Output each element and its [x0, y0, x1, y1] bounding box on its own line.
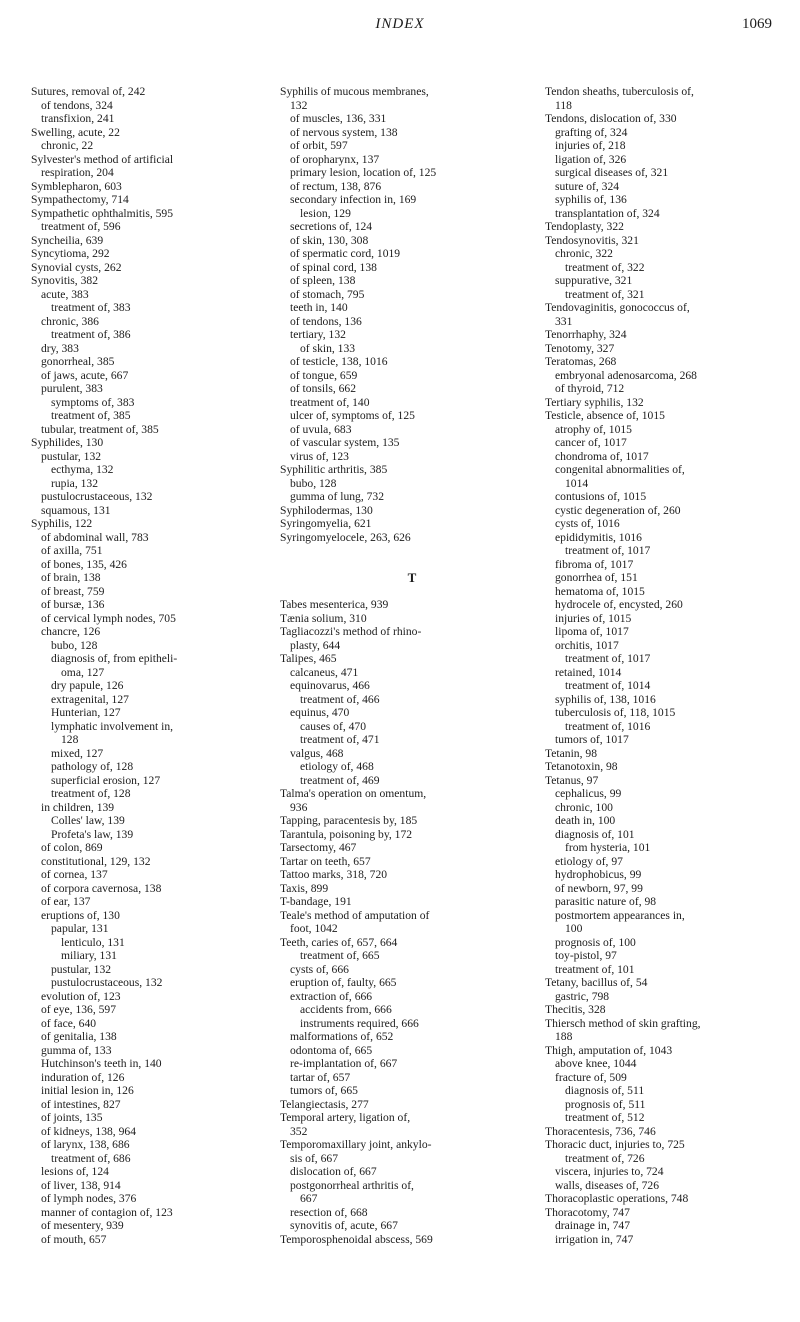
- index-subentry: Hunterian, 127: [51, 706, 121, 719]
- index-subentry: 118: [555, 98, 572, 112]
- index-subentry: of liver, 138, 914: [41, 1178, 121, 1192]
- index-subentry: evolution of, 123: [41, 989, 121, 1003]
- index-subentry: ecthyma, 132: [51, 463, 114, 476]
- index-subentry: cysts of, 1016: [555, 517, 620, 530]
- index-subentry: extraction of, 666: [290, 989, 373, 1003]
- index-entry: Tendon sheaths, tuberculosis of,: [545, 85, 694, 98]
- index-subentry: virus of, 123: [290, 449, 349, 463]
- index-entry: Synovitis, 382: [31, 274, 98, 287]
- index-column-2: [280, 85, 544, 1246]
- index-entry: Tenorrhaphy, 324: [545, 328, 627, 341]
- index-subentry: malformations of, 652: [290, 1030, 394, 1043]
- index-subentry: lenticulo, 131: [61, 935, 125, 949]
- index-subentry: retained, 1014: [555, 665, 622, 679]
- index-subentry: of spinal cord, 138: [290, 260, 377, 274]
- index-subentry: of thyroid, 712: [555, 382, 625, 395]
- index-subentry: accidents from, 666: [300, 1003, 392, 1016]
- index-subentry: surgical diseases of, 321: [555, 166, 669, 179]
- index-subentry: hydrocele of, encysted, 260: [555, 598, 683, 611]
- index-subentry: 352: [290, 1124, 308, 1138]
- index-subentry: drainage in, 747: [555, 1219, 631, 1232]
- index-subentry: injuries of, 218: [555, 139, 626, 152]
- index-subentry: hematoma of, 1015: [555, 584, 645, 598]
- index-subentry: acute, 383: [41, 287, 89, 301]
- index-subentry: eruptions of, 130: [41, 908, 120, 922]
- index-column-1: [31, 85, 281, 1246]
- index-subentry: transplantation of, 324: [555, 206, 660, 220]
- index-subentry: of oropharynx, 137: [290, 152, 380, 166]
- index-subentry: in children, 139: [41, 800, 115, 814]
- index-entry: Taxis, 899: [280, 881, 329, 895]
- running-title: INDEX: [375, 16, 425, 32]
- index-subentry: odontoma of, 665: [290, 1043, 373, 1057]
- index-entry: Temporal artery, ligation of,: [280, 1111, 411, 1124]
- index-subentry: of rectum, 138, 876: [290, 179, 382, 193]
- index-entry: Syphilides, 130: [31, 436, 104, 449]
- index-subentry: 667: [300, 1192, 318, 1205]
- index-subentry: of bursæ, 136: [41, 598, 105, 611]
- index-subentry: Hutchinson's teeth in, 140: [41, 1057, 162, 1070]
- index-subentry: sis of, 667: [290, 1151, 338, 1165]
- index-entry: Teeth, caries of, 657, 664: [280, 935, 398, 949]
- index-subentry: gonorrheal, 385: [41, 355, 115, 368]
- index-subentry: cysts of, 666: [290, 962, 349, 976]
- index-subentry: etiology of, 97: [555, 854, 623, 868]
- index-subentry: treatment of, 1014: [565, 679, 651, 692]
- index-subentry: 132: [290, 98, 308, 112]
- index-entry: Tartar on teeth, 657: [280, 854, 371, 868]
- index-subentry: epididymitis, 1016: [555, 530, 642, 544]
- index-subentry: 128: [61, 733, 79, 746]
- index-subentry: of lymph nodes, 376: [41, 1192, 137, 1205]
- index-entry: Symblepharon, 603: [31, 179, 122, 193]
- index-subentry: treatment of, 1017: [565, 652, 651, 665]
- index-subentry: walls, diseases of, 726: [555, 1178, 660, 1192]
- index-subentry: treatment of, 665: [300, 949, 380, 962]
- index-subentry: treatment of, 512: [565, 1111, 645, 1124]
- index-subentry: treatment of, 385: [51, 409, 131, 422]
- index-entry: Talma's operation on omentum,: [280, 787, 427, 800]
- index-subentry: of intestines, 827: [41, 1097, 121, 1111]
- index-subentry: symptoms of, 383: [51, 395, 135, 409]
- index-entry: Swelling, acute, 22: [31, 125, 120, 139]
- index-subentry: gumma of, 133: [41, 1043, 112, 1057]
- index-entry: Talipes, 465: [280, 652, 337, 665]
- index-subentry: of face, 640: [41, 1016, 97, 1030]
- index-subentry: 936: [290, 800, 308, 814]
- index-entry: Sympathectomy, 714: [31, 193, 129, 206]
- index-subentry: transfixion, 241: [41, 112, 115, 125]
- index-subentry: of cervical lymph nodes, 705: [41, 611, 176, 625]
- index-subentry: of testicle, 138, 1016: [290, 355, 388, 368]
- index-subentry: of corpora cavernosa, 138: [41, 881, 162, 895]
- section-letter: T: [407, 570, 417, 585]
- index-subentry: treatment of, 1017: [565, 544, 651, 557]
- index-subentry: hydrophobicus, 99: [555, 868, 642, 881]
- index-entry: Tarsectomy, 467: [280, 841, 357, 854]
- index-subentry: dislocation of, 667: [290, 1165, 377, 1178]
- index-subentry: equinovarus, 466: [290, 679, 370, 692]
- index-subentry: of larynx, 138, 686: [41, 1138, 130, 1151]
- blank-line: [280, 558, 544, 572]
- index-subentry: syphilis of, 138, 1016: [555, 692, 656, 706]
- index-entry: Syphilodermas, 130: [280, 503, 373, 517]
- index-subentry: resection of, 668: [290, 1205, 368, 1219]
- index-subentry: gumma of lung, 732: [290, 490, 385, 503]
- index-subentry: treatment of, 726: [565, 1151, 645, 1165]
- index-entry: Tendosynovitis, 321: [545, 233, 639, 247]
- index-subentry: contusions of, 1015: [555, 490, 647, 503]
- index-subentry: diagnosis of, 101: [555, 827, 635, 841]
- index-subentry: above knee, 1044: [555, 1057, 637, 1070]
- index-subentry: of skin, 133: [300, 341, 356, 355]
- index-subentry: bubo, 128: [290, 476, 337, 490]
- index-entry: Tendoplasty, 322: [545, 220, 624, 233]
- index-subentry: ligation of, 326: [555, 152, 627, 166]
- index-subentry: of ear, 137: [41, 895, 91, 908]
- index-entry: Syringomyelia, 621: [280, 517, 372, 530]
- index-subentry: bubo, 128: [51, 638, 98, 652]
- index-entry: Sympathetic ophthalmitis, 595: [31, 206, 174, 220]
- index-subentry: syphilis of, 136: [555, 193, 627, 206]
- index-subentry: eruption of, faulty, 665: [290, 976, 397, 989]
- index-entry: Telangiectasis, 277: [280, 1097, 369, 1111]
- index-subentry: treatment of, 466: [300, 692, 380, 706]
- index-entry: Syphilis of mucous membranes,: [280, 85, 429, 98]
- index-subentry: of newborn, 97, 99: [555, 881, 643, 895]
- index-subentry: Profeta's law, 139: [51, 827, 134, 841]
- index-subentry: re-implantation of, 667: [290, 1057, 398, 1070]
- index-subentry: fibroma of, 1017: [555, 557, 634, 571]
- index-subentry: gonorrhea of, 151: [555, 571, 638, 584]
- index-subentry: of brain, 138: [41, 571, 101, 584]
- index-subentry: viscera, injuries to, 724: [555, 1165, 664, 1178]
- index-entry: Temporosphenoidal abscess, 569: [280, 1232, 433, 1246]
- index-subentry: diagnosis of, 511: [565, 1084, 645, 1097]
- index-entry: Tetanus, 97: [545, 773, 599, 787]
- index-subentry: prognosis of, 511: [565, 1097, 646, 1111]
- index-subentry: cancer of, 1017: [555, 436, 627, 449]
- index-entry: Tetany, bacillus of, 54: [545, 976, 648, 989]
- index-subentry: dry papule, 126: [51, 679, 124, 692]
- index-subentry: treatment of, 386: [51, 328, 131, 341]
- index-entry: Thoracotomy, 747: [545, 1205, 630, 1219]
- index-subentry: manner of contagion of, 123: [41, 1205, 173, 1219]
- index-entry: Thoracentesis, 736, 746: [545, 1124, 656, 1138]
- index-subentry: of stomach, 795: [290, 287, 365, 301]
- index-subentry: pustulocrustaceous, 132: [41, 490, 153, 503]
- index-entry: Tabes mesenterica, 939: [280, 598, 389, 611]
- index-subentry: plasty, 644: [290, 638, 341, 652]
- index-subentry: of mouth, 657: [41, 1232, 107, 1246]
- index-subentry: synovitis of, acute, 667: [290, 1219, 398, 1232]
- index-subentry: treatment of, 322: [565, 260, 645, 274]
- index-subentry: chronic, 322: [555, 247, 613, 260]
- index-subentry: ulcer of, symptoms of, 125: [290, 409, 415, 422]
- page-header: [0, 16, 800, 40]
- index-subentry: postmortem appearances in,: [555, 908, 685, 922]
- index-entry: Tendovaginitis, gonococcus of,: [545, 301, 690, 314]
- index-subentry: postgonorrheal arthritis of,: [290, 1178, 414, 1192]
- index-entry: Temporomaxillary joint, ankylo-: [280, 1138, 432, 1151]
- index-entry: Syphilitic arthritis, 385: [280, 463, 388, 476]
- index-entry: Tenotomy, 327: [545, 341, 615, 355]
- index-subentry: papular, 131: [51, 922, 109, 935]
- index-entry: Tendons, dislocation of, 330: [545, 112, 677, 125]
- index-subentry: treatment of, 686: [51, 1151, 131, 1165]
- index-subentry: diagnosis of, from epitheli-: [51, 652, 178, 665]
- index-subentry: pustular, 132: [51, 962, 112, 976]
- index-entry: Tattoo marks, 318, 720: [280, 868, 388, 881]
- index-subentry: superficial erosion, 127: [51, 773, 161, 787]
- index-subentry: lymphatic involvement in,: [51, 719, 174, 733]
- index-entry: Thiersch method of skin grafting,: [545, 1016, 701, 1030]
- index-subentry: purulent, 383: [41, 382, 103, 395]
- index-subentry: of abdominal wall, 783: [41, 530, 149, 544]
- index-entry: Tagliacozzi's method of rhino-: [280, 625, 422, 638]
- index-subentry: treatment of, 1016: [565, 719, 651, 733]
- index-subentry: 331: [555, 314, 573, 328]
- index-subentry: gastric, 798: [555, 989, 610, 1003]
- index-subentry: of vascular system, 135: [290, 436, 400, 449]
- index-subentry: respiration, 204: [41, 166, 114, 179]
- index-subentry: treatment of, 101: [555, 962, 635, 976]
- index-subentry: tuberculosis of, 118, 1015: [555, 706, 676, 719]
- index-subentry: of muscles, 136, 331: [290, 112, 387, 125]
- index-subentry: of tendons, 136: [290, 314, 362, 328]
- index-subentry: etiology of, 468: [300, 760, 374, 773]
- index-subentry: of bones, 135, 426: [41, 557, 127, 571]
- index-entry: Sylvester's method of artificial: [31, 152, 174, 166]
- index-entry: Teratomas, 268: [545, 355, 617, 368]
- index-subentry: teeth in, 140: [290, 301, 348, 314]
- index-entry: Tertiary syphilis, 132: [545, 395, 644, 409]
- index-subentry: orchitis, 1017: [555, 638, 619, 652]
- index-subentry: treatment of, 321: [565, 287, 645, 301]
- index-subentry: from hysteria, 101: [565, 841, 651, 854]
- index-subentry: calcaneus, 471: [290, 665, 359, 679]
- page-number: 1069: [742, 16, 772, 32]
- index-subentry: of uvula, 683: [290, 422, 352, 436]
- index-subentry: cephalicus, 99: [555, 787, 622, 800]
- index-subentry: of spermatic cord, 1019: [290, 247, 401, 260]
- index-subentry: chondroma of, 1017: [555, 449, 649, 463]
- index-subentry: of axilla, 751: [41, 544, 103, 557]
- index-entry: Testicle, absence of, 1015: [545, 409, 665, 422]
- index-subentry: treatment of, 128: [51, 787, 131, 800]
- index-subentry: tubular, treatment of, 385: [41, 422, 159, 436]
- index-subentry: treatment of, 383: [51, 301, 131, 314]
- index-subentry: tumors of, 665: [290, 1084, 358, 1097]
- index-subentry: secretions of, 124: [290, 220, 373, 233]
- index-subentry: death in, 100: [555, 814, 616, 827]
- index-subentry: extragenital, 127: [51, 692, 129, 706]
- index-subentry: of eye, 136, 597: [41, 1003, 117, 1016]
- index-entry: Tænia solium, 310: [280, 611, 367, 625]
- index-subentry: toy-pistol, 97: [555, 949, 617, 962]
- index-subentry: of skin, 130, 308: [290, 233, 369, 247]
- index-subentry: atrophy of, 1015: [555, 422, 632, 436]
- index-subentry: Colles' law, 139: [51, 814, 125, 827]
- index-subentry: 1014: [565, 476, 589, 490]
- index-subentry: parasitic nature of, 98: [555, 895, 657, 908]
- index-subentry: chronic, 100: [555, 800, 613, 814]
- index-subentry: treatment of, 140: [290, 395, 370, 409]
- index-entry: Tarantula, poisoning by, 172: [280, 827, 413, 841]
- index-subentry: chronic, 386: [41, 314, 99, 328]
- index-subentry: of tonsils, 662: [290, 382, 357, 395]
- index-subentry: chronic, 22: [41, 139, 94, 152]
- index-subentry: tertiary, 132: [290, 328, 346, 341]
- index-subentry: pathology of, 128: [51, 760, 134, 773]
- blank-line: [280, 585, 544, 599]
- index-subentry: of tongue, 659: [290, 368, 358, 382]
- index-entry: Syphilis, 122: [31, 517, 93, 530]
- index-subentry: mixed, 127: [51, 746, 104, 760]
- index-subentry: suture of, 324: [555, 179, 620, 193]
- index-subentry: of mesentery, 939: [41, 1219, 124, 1232]
- index-entry: Thoracic duct, injuries to, 725: [545, 1138, 685, 1151]
- index-subentry: lipoma of, 1017: [555, 625, 629, 638]
- index-entry: Thoracoplastic operations, 748: [545, 1192, 689, 1205]
- index-subentry: of joints, 135: [41, 1111, 103, 1124]
- index-subentry: suppurative, 321: [555, 274, 633, 287]
- index-subentry: fracture of, 509: [555, 1070, 627, 1084]
- index-entry: Syncytioma, 292: [31, 247, 110, 260]
- index-subentry: oma, 127: [61, 665, 105, 679]
- index-subentry: of jaws, acute, 667: [41, 368, 129, 382]
- index-subentry: tartar of, 657: [290, 1070, 351, 1084]
- index-subentry: 188: [555, 1030, 573, 1043]
- index-subentry: embryonal adenosarcoma, 268: [555, 368, 697, 382]
- index-entry: T-bandage, 191: [280, 895, 352, 908]
- index-subentry: injuries of, 1015: [555, 611, 632, 625]
- index-subentry: equinus, 470: [290, 706, 350, 719]
- index-entry: Syringomyelocele, 263, 626: [280, 530, 411, 544]
- index-subentry: of orbit, 597: [290, 139, 348, 152]
- index-subentry: irrigation in, 747: [555, 1232, 634, 1246]
- index-subentry: causes of, 470: [300, 719, 367, 733]
- index-subentry: squamous, 131: [41, 503, 111, 517]
- index-entry: Synovial cysts, 262: [31, 260, 122, 274]
- index-subentry: tumors of, 1017: [555, 733, 629, 746]
- index-subentry: primary lesion, location of, 125: [290, 166, 437, 179]
- index-subentry: of tendons, 324: [41, 98, 113, 112]
- index-subentry: chancre, 126: [41, 625, 101, 638]
- index-subentry: of colon, 869: [41, 841, 103, 854]
- index-subentry: miliary, 131: [61, 949, 117, 962]
- index-subentry: lesions of, 124: [41, 1165, 109, 1178]
- index-subentry: secondary infection in, 169: [290, 193, 417, 206]
- index-subentry: initial lesion in, 126: [41, 1084, 134, 1097]
- index-entry: Thigh, amputation of, 1043: [545, 1043, 673, 1057]
- index-subentry: of genitalia, 138: [41, 1030, 117, 1043]
- index-subentry: congenital abnormalities of,: [555, 463, 685, 476]
- index-subentry: foot, 1042: [290, 922, 338, 935]
- index-subentry: of kidneys, 138, 964: [41, 1124, 136, 1138]
- index-entry: Sutures, removal of, 242: [31, 85, 146, 98]
- index-subentry: rupia, 132: [51, 476, 99, 490]
- blank-line: [280, 544, 544, 558]
- index-subentry: pustular, 132: [41, 449, 102, 463]
- index-subentry: of cornea, 137: [41, 868, 108, 881]
- index-entry: Teale's method of amputation of: [280, 908, 430, 922]
- index-entry: Tapping, paracentesis by, 185: [280, 814, 418, 827]
- index-subentry: pustulocrustaceous, 132: [51, 976, 163, 989]
- index-subentry: of nervous system, 138: [290, 125, 398, 139]
- index-subentry: treatment of, 471: [300, 733, 380, 746]
- index-subentry: treatment of, 596: [41, 220, 121, 233]
- index-subentry: cystic degeneration of, 260: [555, 503, 681, 517]
- index-subentry: instruments required, 666: [300, 1016, 419, 1030]
- index-subentry: prognosis of, 100: [555, 935, 636, 949]
- index-subentry: treatment of, 469: [300, 773, 380, 787]
- index-entry: Tetanin, 98: [545, 746, 597, 760]
- index-subentry: induration of, 126: [41, 1070, 125, 1084]
- index-subentry: lesion, 129: [300, 206, 351, 220]
- index-subentry: 100: [565, 922, 583, 935]
- index-entry: Thecitis, 328: [545, 1003, 606, 1016]
- index-subentry: grafting of, 324: [555, 125, 628, 139]
- index-subentry: constitutional, 129, 132: [41, 854, 151, 868]
- index-subentry: of spleen, 138: [290, 274, 356, 287]
- index-subentry: dry, 383: [41, 341, 79, 355]
- index-entry: Syncheilia, 639: [31, 233, 104, 247]
- index-subentry: of breast, 759: [41, 584, 105, 598]
- index-subentry: valgus, 468: [290, 746, 344, 760]
- index-entry: Tetanotoxin, 98: [545, 760, 618, 773]
- index-column-3: [545, 85, 795, 1246]
